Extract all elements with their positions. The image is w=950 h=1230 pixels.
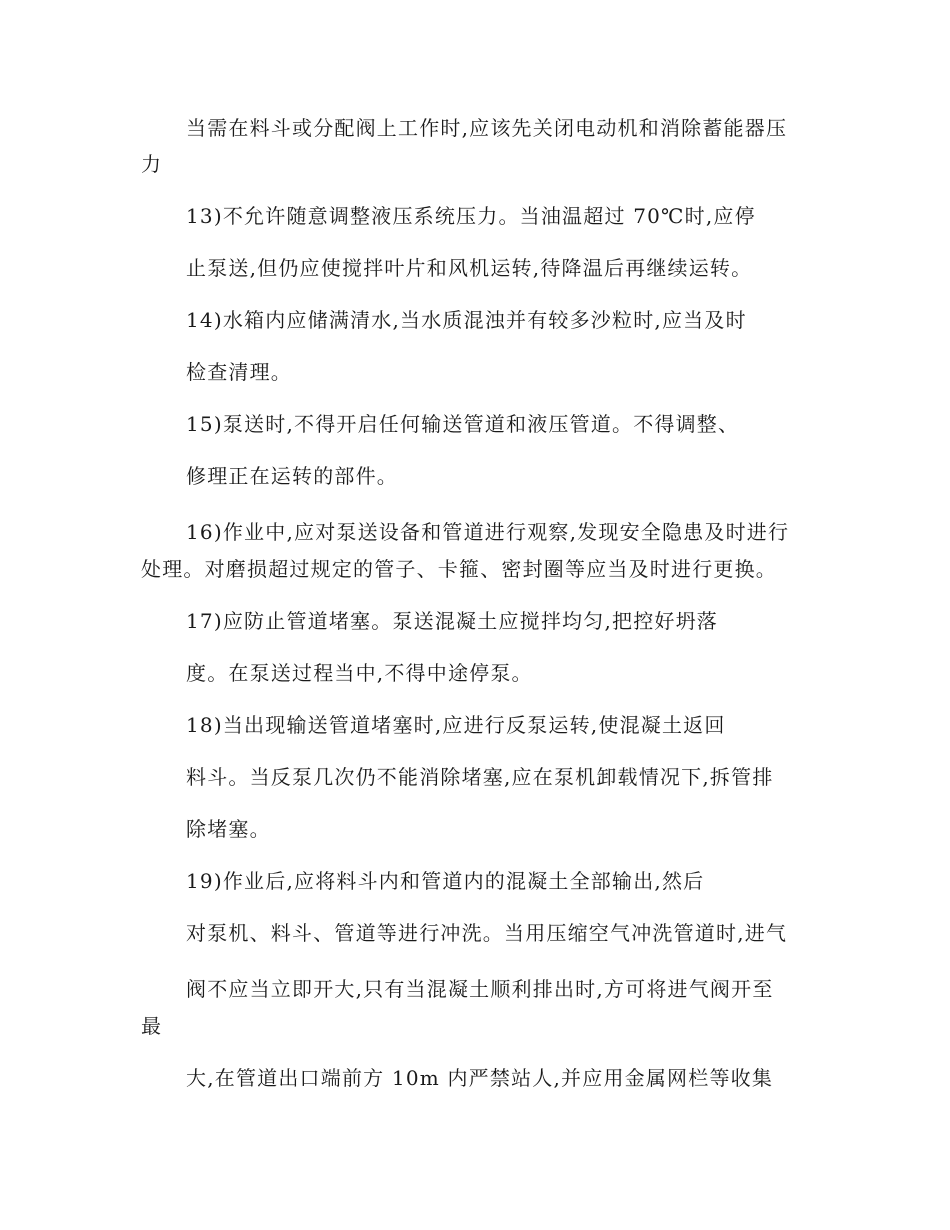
text-line: 处理。对磨损超过规定的管子、卡箍、密封圈等应当及时进行更换。 <box>141 557 777 581</box>
text-line: 13)不允许随意调整液压系统压力。当油温超过 70℃时,应停 <box>186 204 756 228</box>
text-line: 18)当出现输送管道堵塞时,应进行反泵运转,使混凝土返回 <box>186 713 726 737</box>
text-line: 最 <box>141 1014 163 1038</box>
text-line: 阀不应当立即开大,只有当混凝土顺利排出时,方可将进气阀开至 <box>186 977 774 1001</box>
text-line: 度。在泵送过程当中,不得中途停泵。 <box>186 661 533 685</box>
text-line: 检查清理。 <box>186 360 292 384</box>
text-line: 除堵塞。 <box>186 817 271 841</box>
text-line: 当需在料斗或分配阀上工作时,应该先关闭电动机和消除蓄能器压 <box>186 116 788 140</box>
text-line: 止泵送,但仍应使搅拌叶片和风机运转,待降温后再继续运转。 <box>186 256 753 280</box>
text-line: 对泵机、料斗、管道等进行冲洗。当用压缩空气冲洗管道时,进气 <box>186 921 788 945</box>
text-line: 19)作业后,应将料斗内和管道内的混凝土全部输出,然后 <box>186 869 705 893</box>
text-line: 料斗。当反泵几次仍不能消除堵塞,应在泵机卸载情况下,拆管排 <box>186 765 774 789</box>
text-line: 15)泵送时,不得开启任何输送管道和液压管道。不得调整、 <box>186 412 740 436</box>
text-line: 14)水箱内应储满清水,当水质混浊并有较多沙粒时,应当及时 <box>186 308 747 332</box>
text-line: 力 <box>141 152 163 176</box>
text-line: 16)作业中,应对泵送设备和管道进行观察,发现安全隐患及时进行 <box>186 520 790 544</box>
text-line: 修理正在运转的部件。 <box>186 464 398 488</box>
text-line: 17)应防止管道堵塞。泵送混凝土应搅拌均匀,把控好坍落 <box>186 609 719 633</box>
text-line: 大,在管道出口端前方 10m 内严禁站人,并应用金属网栏等收集 <box>186 1066 774 1090</box>
